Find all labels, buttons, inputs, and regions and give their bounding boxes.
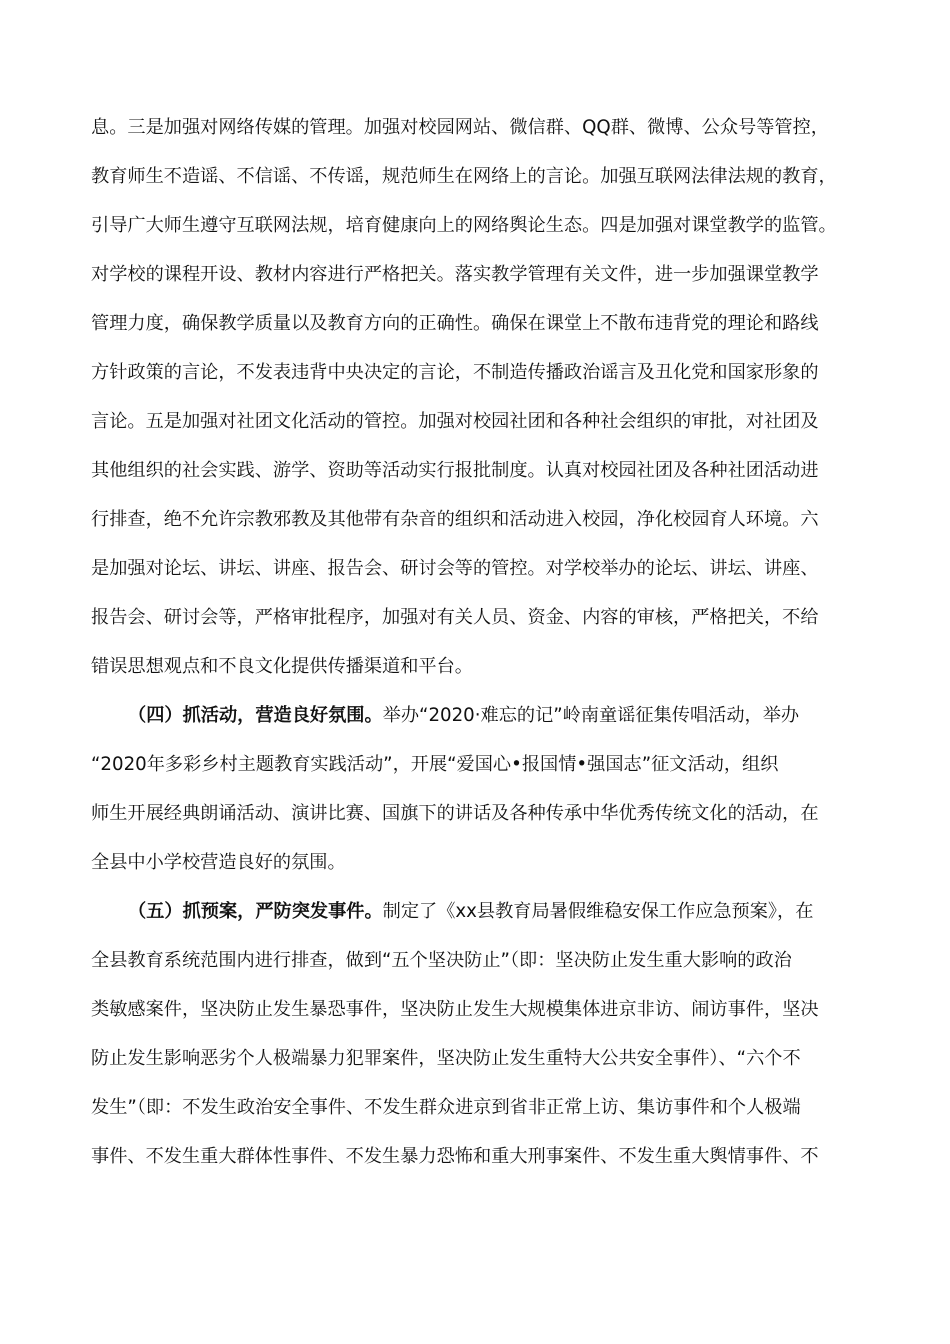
line-text: 教育师生不造谣、不信谣、不传谣，规范师生在网络上的言论。加强互联网法律法规的教育， <box>91 166 837 187</box>
line-text: 全县教育系统范围内进行排查，做到“五个坚决防止”（即：坚决防止发生重大影响的政治 <box>91 950 792 971</box>
line-text: 师生开展经典朗诵活动、演讲比赛、国旗下的讲话及各种传承中华优秀传统文化的活动，在 <box>91 803 819 824</box>
text-line <box>91 1132 891 1181</box>
text-line <box>91 201 891 250</box>
text-line <box>91 593 891 642</box>
line-text: 类敏感案件，坚决防止发生暴恐事件，坚决防止发生大规模集体进京非访、闹访事件，坚决 <box>91 999 819 1020</box>
line-text: 错误思想观点和不良文化提供传播渠道和平台。 <box>91 656 473 677</box>
line-text: 全县中小学校营造良好的氛围。 <box>91 852 346 873</box>
section-heading: （四）抓活动，营造良好氛围。 <box>128 705 383 726</box>
text-line <box>91 985 891 1034</box>
line-text: 制定了《xx县教育局暑假维稳安保工作应急预案》，在 <box>382 901 814 922</box>
text-line <box>91 495 891 544</box>
line-text: 举办“2020·难忘的记”岭南童谣征集传唱活动，举办 <box>382 705 800 726</box>
text-line <box>91 250 891 299</box>
body-text <box>91 103 891 1181</box>
text-line <box>91 446 891 495</box>
text-line <box>91 740 891 789</box>
line-text: 方针政策的言论，不发表违背中央决定的言论，不制造传播政治谣言及丑化党和国家形象的 <box>91 362 819 383</box>
text-line <box>91 397 891 446</box>
line-text: 行排查，绝不允许宗教邪教及其他带有杂音的组织和活动进入校园，净化校园育人环境。六 <box>91 509 819 530</box>
text-line <box>91 838 891 887</box>
line-text: 言论。五是加强对社团文化活动的管控。加强对校园社团和各种社会组织的审批，对社团及 <box>91 411 819 432</box>
text-line <box>91 642 891 691</box>
text-line <box>91 789 891 838</box>
text-line <box>91 1083 891 1132</box>
section-heading: （五）抓预案，严防突发事件。 <box>128 901 383 922</box>
text-line <box>91 348 891 397</box>
line-text: 是加强对论坛、讲坛、讲座、报告会、研讨会等的管控。对学校举办的论坛、讲坛、讲座、 <box>91 558 819 579</box>
line-text: 防止发生影响恶劣个人极端暴力犯罪案件，坚决防止发生重特大公共安全事件）、“六个不 <box>91 1048 801 1069</box>
line-text: 其他组织的社会实践、游学、资助等活动实行报批制度。认真对校园社团及各种社团活动进 <box>91 460 819 481</box>
line-text: 对学校的课程开设、教材内容进行严格把关。落实教学管理有关文件，进一步加强课堂教学 <box>91 264 819 285</box>
text-line <box>91 299 891 348</box>
text-line <box>91 544 891 593</box>
text-line <box>91 152 891 201</box>
text-line <box>91 887 891 936</box>
text-line <box>91 691 891 740</box>
line-text: 息。三是加强对网络传媒的管理。加强对校园网站、微信群、QQ群、微博、公众号等管控， <box>91 117 829 138</box>
text-line <box>91 103 891 152</box>
text-line <box>91 1034 891 1083</box>
line-text: 报告会、研讨会等，严格审批程序，加强对有关人员、资金、内容的审核，严格把关，不给 <box>91 607 819 628</box>
line-text: 事件、不发生重大群体性事件、不发生暴力恐怖和重大刑事案件、不发生重大舆情事件、不 <box>91 1146 819 1167</box>
line-text: 引导广大师生遵守互联网法规，培育健康向上的网络舆论生态。四是加强对课堂教学的监管。 <box>91 215 837 236</box>
line-text: 发生”（即：不发生政治安全事件、不发生群众进京到省非正常上访、集访事件和个人极端 <box>91 1097 801 1118</box>
line-text: 管理力度，确保教学质量以及教育方向的正确性。确保在课堂上不散布违背党的理论和路线 <box>91 313 819 334</box>
line-text: “2020年多彩乡村主题教育实践活动”，开展“爱国心•报国情•强国志”征文活动，组织 <box>91 754 779 775</box>
text-line <box>91 936 891 985</box>
